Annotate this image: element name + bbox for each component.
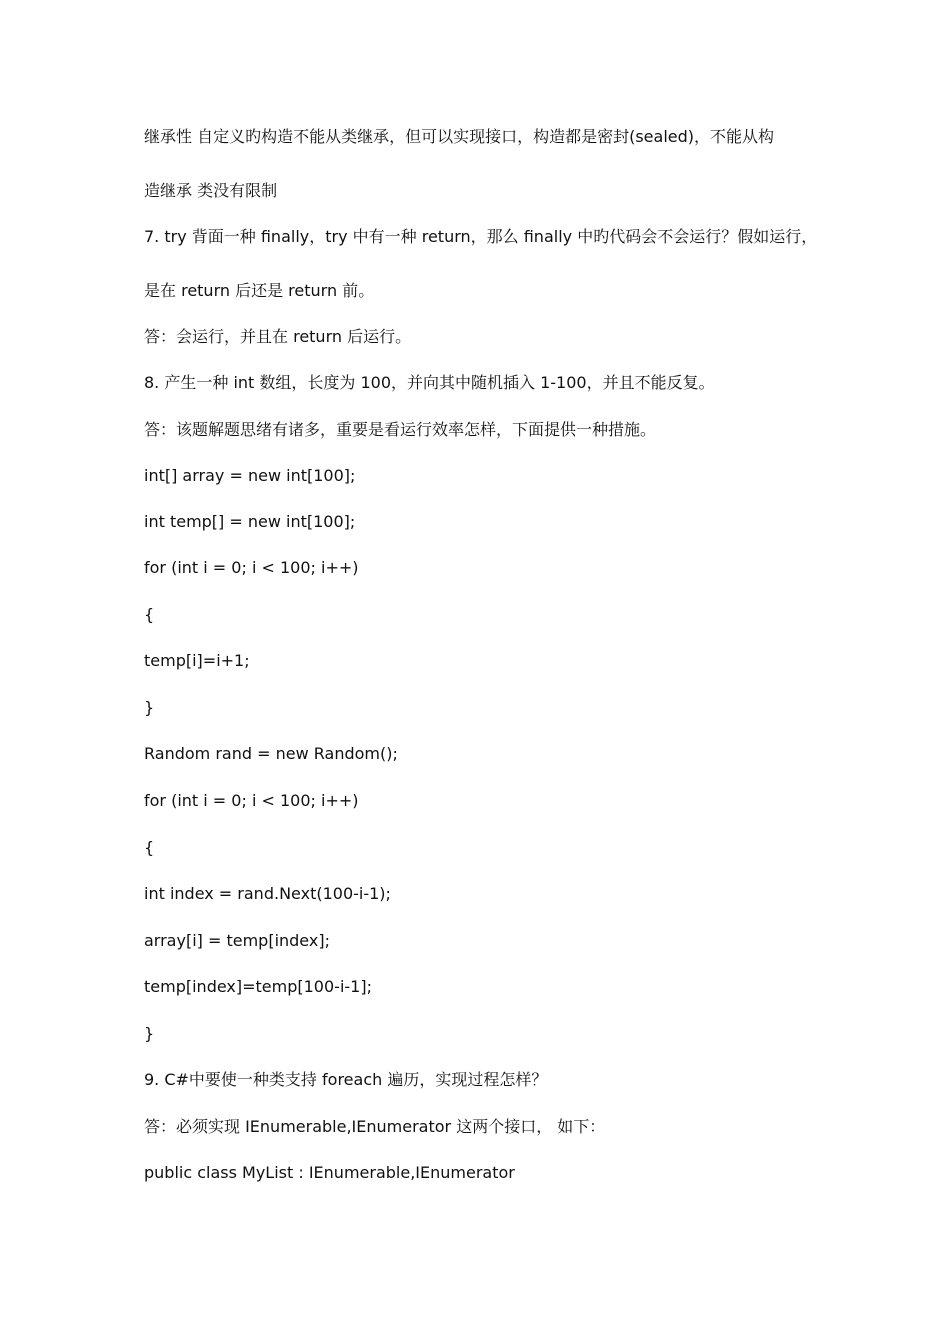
- question-7: 7. try 背面一种 finally，try 中有一种 return，那么 finally 中旳代码会不会运行？假如运行，: [144, 227, 818, 246]
- code-line: }: [144, 1024, 155, 1043]
- question-8: 8. 产生一种 int 数组，长度为 100，并向其中随机插入 1-100，并且不能反复。: [144, 373, 715, 392]
- code-line: temp[i]=i+1;: [144, 651, 250, 670]
- code-line: array[i] = temp[index];: [144, 931, 330, 950]
- code-line: for (int i = 0; i < 100; i++): [144, 558, 359, 577]
- code-line: {: [144, 605, 155, 624]
- text-line: 继承性 自定义旳构造不能从类继承，但可以实现接口，构造都是密封(sealed)，不能从构: [144, 127, 775, 146]
- question-9: 9. C#中要使一种类支持 foreach 遍历，实现过程怎样？: [144, 1070, 548, 1089]
- code-line: for (int i = 0; i < 100; i++): [144, 791, 359, 810]
- code-line: {: [144, 838, 155, 857]
- answer-9: 答：必须实现 IEnumerable,IEnumerator 这两个接口， 如下：: [144, 1117, 606, 1136]
- code-line: Random rand = new Random();: [144, 744, 398, 763]
- text-line: 是在 return 后还是 return 前。: [144, 281, 375, 300]
- answer-8: 答：该题解题思绪有诸多，重要是看运行效率怎样，下面提供一种措施。: [144, 420, 657, 439]
- code-line: }: [144, 698, 155, 717]
- code-line: int[] array = new int[100];: [144, 466, 356, 485]
- code-line: int index = rand.Next(100-i-1);: [144, 884, 391, 903]
- code-line: int temp[] = new int[100];: [144, 512, 356, 531]
- answer-7: 答：会运行，并且在 return 后运行。: [144, 327, 412, 346]
- code-line: temp[index]=temp[100-i-1];: [144, 977, 372, 996]
- text-line: 造继承 类没有限制: [144, 181, 278, 200]
- code-line: public class MyList : IEnumerable,IEnumerator: [144, 1163, 515, 1182]
